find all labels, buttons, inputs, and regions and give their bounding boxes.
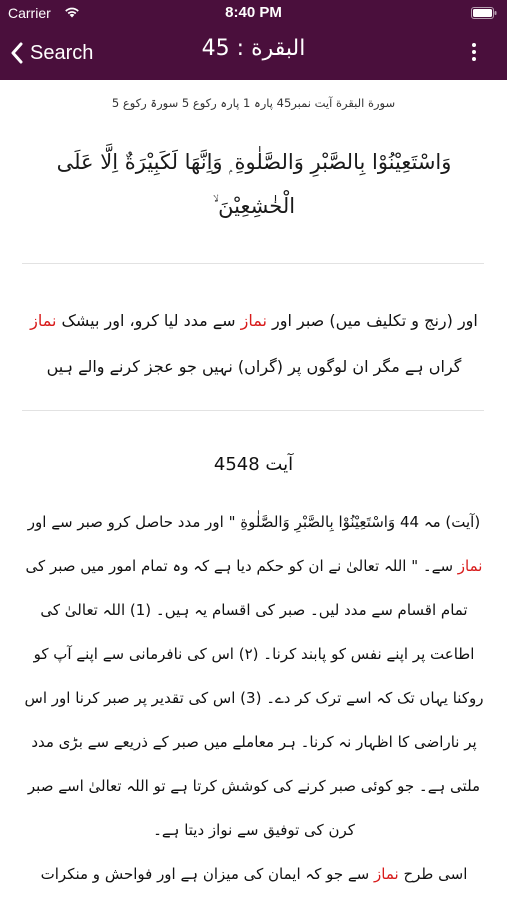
translation-text: اور (رنج و تکلیف میں) صبر اور [266,311,478,330]
verse-reference: سورة البقرة آیت نمبر45 پارہ 1 پارہ رکوع 5 سورۃ رکوع 5 [111,96,396,110]
back-label: Search [30,41,94,64]
highlighted-word: نماز [374,865,399,883]
translation-text: گراں ہے مگر ان لوگوں پر (گراں) نہیں جو عجز کرنے والے ہیں [46,357,462,376]
highlighted-word: نماز [30,311,57,330]
page-title: البقرة : 45 [201,36,306,61]
carrier-label: Carrier [8,5,51,21]
divider [22,263,484,264]
tafsir-heading: آیت 4548 [213,454,294,475]
back-button[interactable] [10,36,93,70]
translation-text: سے مدد لیا کرو، اور بیشک [56,311,241,330]
tafsir-paragraph: (آیت) مہ 44 وَاسْتَعِيْنُوْا بِالصَّبْرِ وَالصَّلٰوةِ " اور مدد حاصل کرو صبر سے اور [27,513,481,531]
more-vertical-icon[interactable] [469,40,479,66]
navigation-bar [0,26,507,80]
battery-full-icon [471,7,497,19]
tafsir-paragraph: سے جو کہ ایمان کی میزان ہے اور فواحش و منکرات [40,865,375,883]
highlighted-word: نماز [457,557,483,575]
tafsir-paragraph: اسی طرح [398,865,468,883]
status-bar [0,0,507,26]
highlighted-word: نماز [240,311,267,330]
verse-translation [24,298,484,390]
tafsir-text [24,500,484,896]
divider [22,410,484,411]
chevron-left-icon [10,42,24,64]
tafsir-paragraph: سے۔ " اللہ تعالیٰ نے ان کو حکم دیا ہے کہ وہ تمام امور میں صبر کی تمام اقسام سے مدد لیں۔ صبر کی اقسام یہ ہیں۔ (1) اللہ تعالیٰ کی اطاعت پر اپنے نفس کو پابند کرنا۔ (۲) اس کی نافرمانی سے اپنے آپ کو روکنا یہاں تک کہ اسے ترک کر دے۔ (3) اس کی تقدیر پر صبر کرنا اور اس پر ناراضی کا اظہار نہ کرنا۔ ہر معاملے میں صبر کے ذریعے سے بڑی مدد ملتی ہے۔ جو کوئی صبر کرنے کی کوشش کرتا ہے تو اللہ تعالیٰ اسے صبر کرن کی توفیق سے نواز دیتا ہے۔ [24,557,484,839]
status-time: 8:40 PM [225,4,282,21]
arabic-verse: وَاسْتَعِيْنُوْا بِالصَّبْرِ وَالصَّلٰوةِ ۭ وَاِنَّهَا لَكَبِيْرَةٌ اِلَّا عَلَى الْخٰشِعِيْنَ ۙ [56,150,452,218]
